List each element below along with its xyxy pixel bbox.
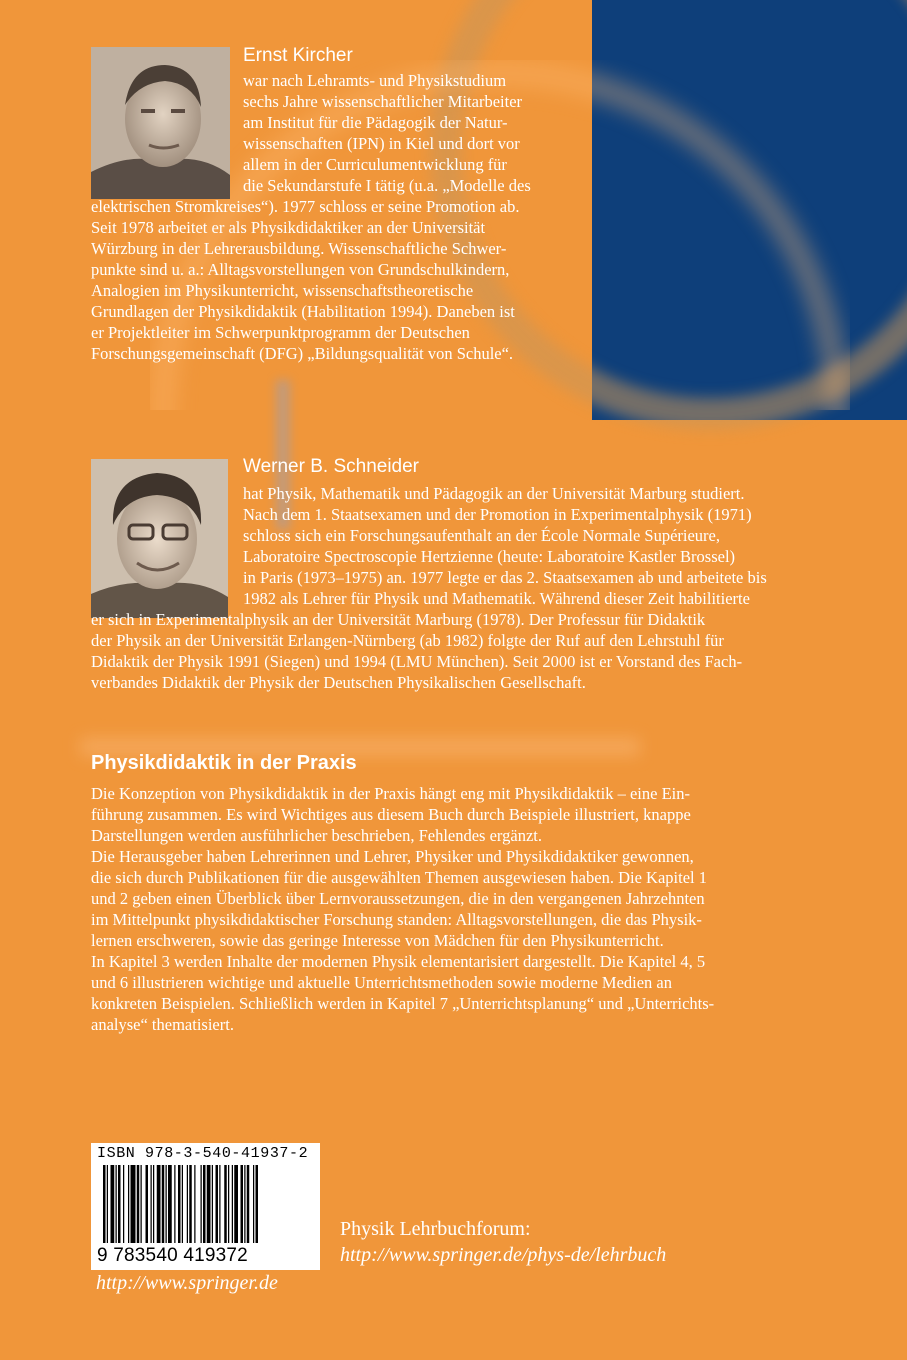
bio-line: Nach dem 1. Staatsexamen und der Promotion in Experimentalphysik (1971): [243, 505, 752, 524]
bio-line: elektrischen Stromkreises“). 1977 schloss er seine Promotion ab.: [91, 197, 520, 216]
isbn-label: ISBN 978-3-540-41937-2: [97, 1145, 309, 1162]
desc-line: und 6 illustrieren wichtige und aktuelle Unterrichtsmethoden sowie moderne Medien an: [91, 973, 673, 992]
author2-bio-bottom: [91, 609, 742, 693]
desc-line: im Mittelpunkt physikdidaktischer Forschung standen: Alltagsvorstellungen, die das Physik-: [91, 910, 702, 929]
desc-line: Die Konzeption von Physikdidaktik in der Praxis hängt eng mit Physikdidaktik – eine Ein-: [91, 784, 690, 803]
barcode-bars: [95, 1165, 316, 1245]
bio-line: verbandes Didaktik der Physik der Deutschen Physikalischen Gesellschaft.: [91, 673, 586, 692]
desc-line: Die Herausgeber haben Lehrerinnen und Lehrer, Physiker und Physikdidaktiker gewonnen,: [91, 847, 694, 866]
bio-line: Forschungsgemeinschaft (DFG) „Bildungsqualität von Schule“.: [91, 344, 514, 363]
bio-line: in Paris (1973–1975) an. 1977 legte er das 2. Staatsexamen ab und arbeitete bis: [243, 568, 767, 587]
bio-line: Würzburg in der Lehrerausbildung. Wissenschaftliche Schwer-: [91, 239, 507, 258]
bio-line: sechs Jahre wissenschaftlicher Mitarbeiter: [243, 92, 523, 111]
bio-line: er Projektleiter im Schwerpunktprogramm der Deutschen: [91, 323, 470, 342]
bio-line: Analogien im Physikunterricht, wissenschaftstheoretische: [91, 281, 474, 300]
author1-name: Ernst Kircher: [243, 45, 353, 66]
author1-photo: [91, 47, 230, 199]
barcode: [91, 1143, 320, 1270]
desc-line: die sich durch Publikationen für die ausgewählten Themen ausgewiesen haben. Die Kapitel 1: [91, 868, 707, 887]
desc-line: konkreten Beispielen. Schließlich werden in Kapitel 7 „Unterrichtsplanung“ und „Unterrichts-: [91, 994, 715, 1013]
bio-line: hat Physik, Mathematik und Pädagogik an der Universität Marburg studiert.: [243, 484, 745, 503]
desc-line: und 2 geben einen Überblick über Lernvoraussetzungen, die in den vergangenen Jahrzehnten: [91, 889, 705, 908]
desc-line: In Kapitel 3 werden Inhalte der modernen Physik elementarisiert dargestellt. Die Kapitel 4, 5: [91, 952, 706, 971]
desc-line: Darstellungen werden ausführlicher beschrieben, Fehlendes ergänzt.: [91, 826, 542, 845]
springer-link[interactable]: http://www.springer.de: [96, 1272, 278, 1294]
bio-line: allem in der Curriculumentwicklung für: [243, 155, 507, 174]
book-description: [91, 783, 714, 1035]
bio-line: Laboratoire Spectroscopie Hertzienne (heute: Laboratoire Kastler Brossel): [243, 547, 736, 566]
bio-line: schloss sich ein Forschungsaufenthalt an der École Normale Supérieure,: [243, 526, 720, 545]
book-title: Physikdidaktik in der Praxis: [91, 752, 357, 774]
author1-bio-top: [243, 70, 531, 196]
author2-bio-top: [243, 483, 767, 609]
desc-line: führung zusammen. Es wird Wichtiges aus diesem Buch durch Beispiele illustriert, knappe: [91, 805, 691, 824]
bio-line: die Sekundarstufe I tätig (u.a. „Modelle des: [243, 176, 531, 195]
ean-digits: 9 783540 419372: [97, 1245, 248, 1266]
forum-link[interactable]: http://www.springer.de/phys-de/lehrbuch: [340, 1244, 667, 1266]
bio-line: er sich in Experimentalphysik an der Universität Marburg (1978). Der Professur für Didaktik: [91, 610, 706, 629]
desc-line: analyse“ thematisiert.: [91, 1015, 234, 1034]
author2-name: Werner B. Schneider: [243, 456, 420, 477]
desc-line: lernen erschweren, sowie das geringe Interesse von Mädchen für den Physikunterricht.: [91, 931, 664, 950]
author2-photo: [91, 459, 228, 618]
bio-line: wissenschaften (IPN) in Kiel und dort vor: [243, 134, 520, 153]
bio-line: Seit 1978 arbeitet er als Physikdidaktiker an der Universität: [91, 218, 486, 237]
bio-line: am Institut für die Pädagogik der Natur-: [243, 113, 508, 132]
author1-bio-bottom: [91, 196, 519, 364]
bio-line: punkte sind u. a.: Alltagsvorstellungen von Grundschulkindern,: [91, 260, 510, 279]
forum-label: Physik Lehrbuchforum:: [340, 1218, 531, 1240]
bio-line: Grundlagen der Physikdidaktik (Habilitation 1994). Daneben ist: [91, 302, 515, 321]
bio-line: war nach Lehramts- und Physikstudium: [243, 71, 507, 90]
bio-line: Didaktik der Physik 1991 (Siegen) und 1994 (LMU München). Seit 2000 ist er Vorstand des Fach-: [91, 652, 743, 671]
bio-line: der Physik an der Universität Erlangen-Nürnberg (ab 1982) folgte der Ruf auf den Lehrstuhl für: [91, 631, 724, 650]
bio-line: 1982 als Lehrer für Physik und Mathematik. Während dieser Zeit habilitierte: [243, 589, 750, 608]
